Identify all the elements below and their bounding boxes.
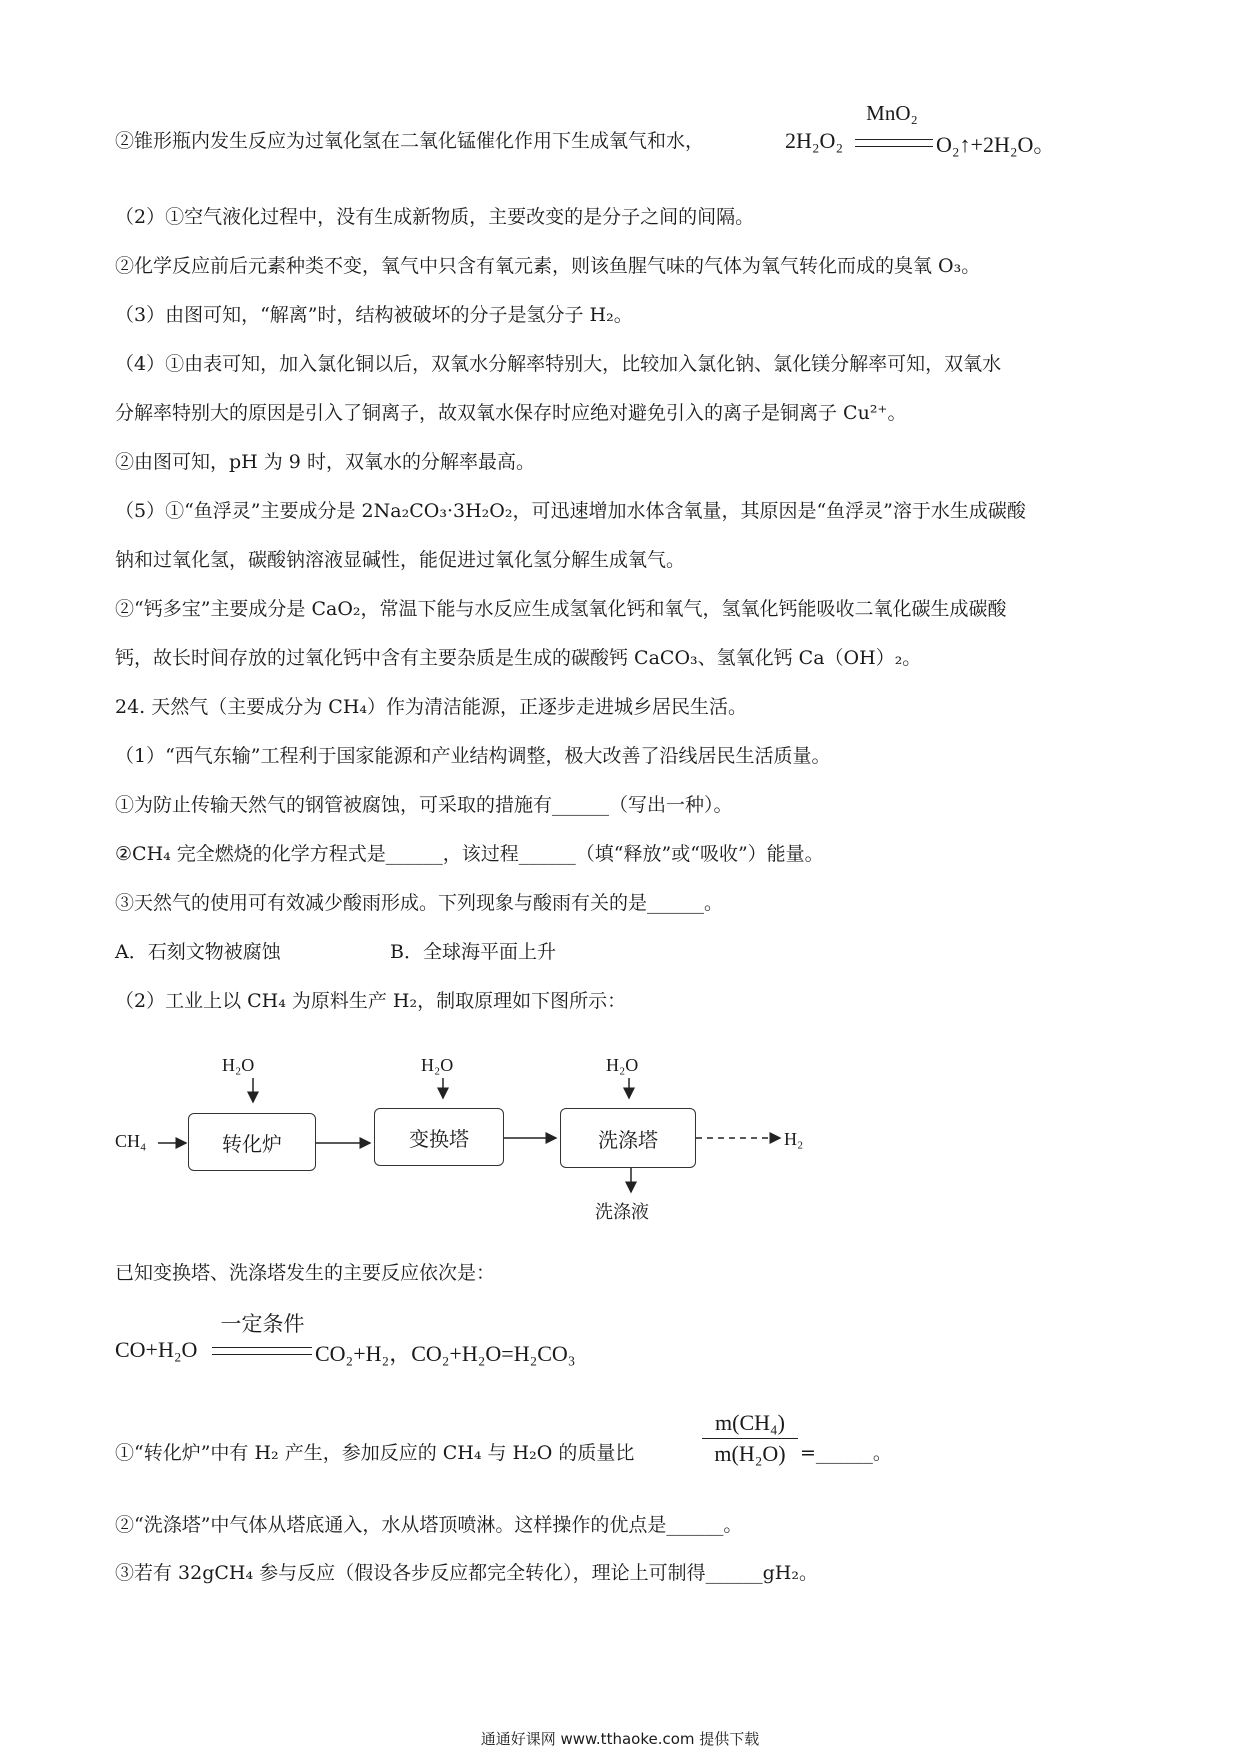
text-line: ①为防止传输天然气的钢管被腐蚀，可采取的措施有______（写出一种）。 [115,794,733,816]
text-line: 钠和过氧化氢，碳酸钠溶液显碱性，能促进过氧化氢分解生成氧气。 [115,549,686,571]
equation-equals [855,139,933,147]
text-line: 钙，故长时间存放的过氧化钙中含有主要杂质是生成的碳酸钙 CaCO₃、氢氧化钙 Ca（OH）₂。 [115,647,922,669]
water-label: H₂O [606,1055,639,1075]
text-line: ②CH₄ 完全燃烧的化学方程式是______，该过程______（填“释放”或“吸收”）能量。 [115,843,824,865]
waste-label: 洗涤液 [595,1202,649,1223]
equation-left: CO+H₂O [115,1337,198,1362]
text-line: ②化学反应前后元素种类不变，氧气中只含有氧元素，则该鱼腥气味的气体为氧气转化而成的臭氧 O₃。 [115,255,981,277]
text-line: ②锥形瓶内发生反应为过氧化氢在二氧化锰催化作用下生成氧气和水， [115,130,705,152]
equation-right: O₂↑+2H₂O。 [936,132,1056,157]
mass-ratio-fraction [702,1410,798,1467]
text-line: ②“钙多宝”主要成分是 CaO₂，常温下能与水反应生成氢氧化钙和氧气，氢氧化钙能吸收二氧化碳生成碳酸 [115,598,1007,620]
text-line: 已知变换塔、洗涤塔发生的主要反应依次是： [115,1262,496,1284]
scrubber-tower-box: 洗涤塔 [560,1108,696,1168]
text-line: （2）工业上以 CH₄ 为原料生产 H₂，制取原理如下图所示： [115,990,627,1012]
fraction-bar [702,1438,798,1439]
text-line: （1）“西气东输”工程利于国家能源和产业结构调整，极大改善了沿线居民生活质量。 [115,745,831,767]
equation-equals [212,1347,312,1355]
shift-tower-box: 变换塔 [374,1108,504,1166]
equation-right: CO₂+H₂，CO₂+H₂O=H₂CO₃ [315,1341,576,1366]
fraction-denominator: m(H₂O) [714,1441,786,1466]
text-line: （5）①“鱼浮灵”主要成分是 2Na₂CO₃·3H₂O₂，可迅速增加水体含氧量，其原因是“鱼浮灵”溶于水生成碳酸 [115,500,1026,522]
water-label: H₂O [222,1055,255,1075]
question-item: ②“洗涤塔”中气体从塔底通入，水从塔顶喷淋。这样操作的优点是______。 [115,1514,743,1536]
question-item: ①“转化炉”中有 H₂ 产生，参加反应的 CH₄ 与 H₂O 的质量比 [115,1442,635,1464]
text-line: 分解率特别大的原因是引入了铜离子，故双氧水保存时应绝对避免引入的离子是铜离子 Cu²⁺。 [115,402,907,424]
input-label: CH₄ [115,1131,147,1151]
question-title: 24. 天然气（主要成分为 CH₄）作为清洁能源，正逐步走进城乡居民生活。 [115,696,748,718]
output-label: H₂ [784,1129,804,1149]
option-b: B．全球海平面上升 [390,941,556,963]
text-line: ③天然气的使用可有效减少酸雨形成。下列现象与酸雨有关的是______。 [115,892,724,914]
question-item: ③若有 32gCH₄ 参与反应（假设各步反应都完全转化），理论上可制得______gH₂。 [115,1562,818,1584]
converter-box: 转化炉 [188,1113,316,1171]
page-footer: 通通好课网 www.tthaoke.com 提供下载 [480,1730,760,1748]
water-label: H₂O [421,1055,454,1075]
catalyst-label: MnO₂ [866,101,918,125]
condition-label: 一定条件 [220,1312,305,1336]
text-line: （4）①由表可知，加入氯化铜以后，双氧水分解率特别大，比较加入氯化钠、氯化镁分解率可知，双氧水 [115,353,1002,375]
option-a: A．石刻文物被腐蚀 [115,941,281,963]
answer-blank: =______。 [800,1442,892,1464]
text-line: （2）①空气液化过程中，没有生成新物质，主要改变的是分子之间的间隔。 [115,206,755,228]
text-line: ②由图可知，pH 为 9 时，双氧水的分解率最高。 [115,451,535,473]
text-line: （3）由图可知，“解离”时，结构被破坏的分子是氢分子 H₂。 [115,304,633,326]
fraction-numerator: m(CH₄) [715,1410,785,1435]
equation-left: 2H₂O₂ [785,128,844,153]
